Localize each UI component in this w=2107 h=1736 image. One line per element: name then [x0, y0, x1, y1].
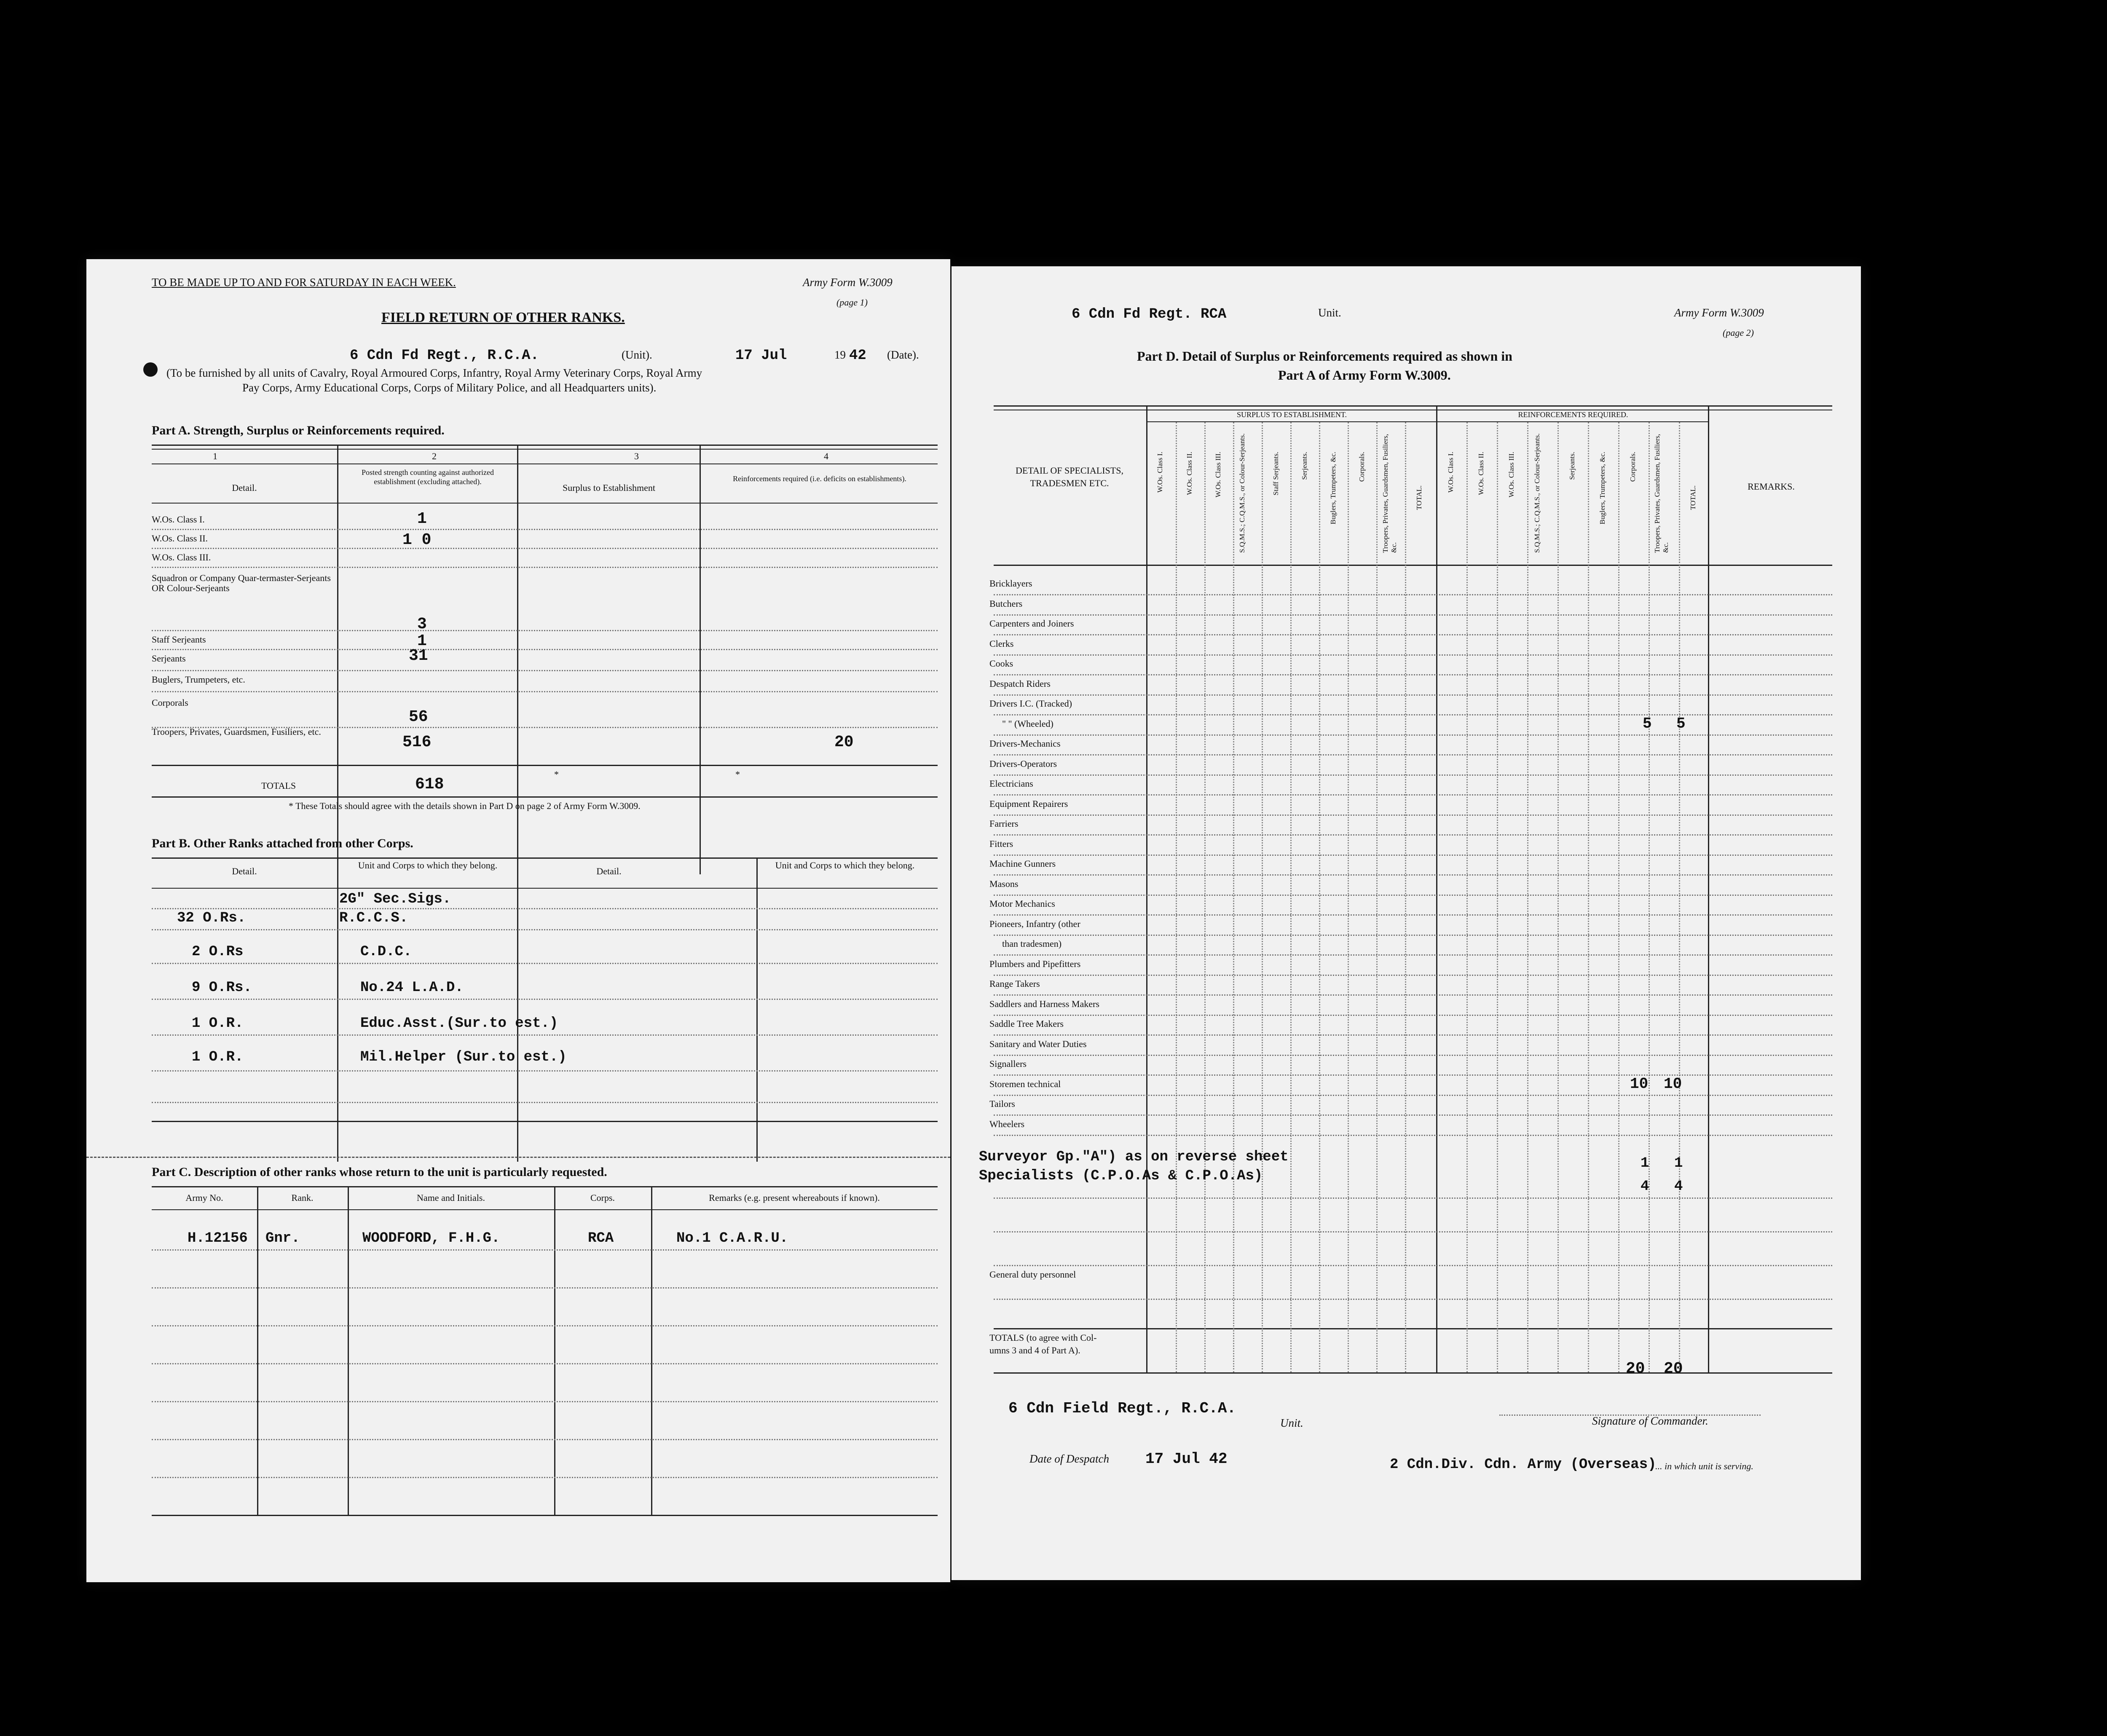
date-day: 17 Jul: [735, 348, 787, 364]
general-duty-label: General duty personnel: [989, 1269, 1076, 1280]
reinf-col-header: Troopers, Privates, Guardsmen, Fusiliers, &c.: [1653, 434, 1670, 553]
trade-label: Butchers: [989, 598, 1023, 609]
trade-label: Pioneers, Infantry (other: [989, 919, 1080, 929]
trade-label: " " (Wheeled): [1002, 718, 1054, 729]
surplus-col-header: TOTAL.: [1415, 485, 1423, 510]
trade-label: Machine Gunners: [989, 858, 1056, 869]
row-rule: [994, 874, 1832, 876]
part-b-header-unit-1: Unit and Corps to which they belong.: [358, 860, 498, 871]
form-page-2: [952, 266, 1861, 1580]
date-label: (Date).: [887, 348, 919, 361]
part-d-totals-total: 20: [1664, 1360, 1683, 1378]
trade-label: than tradesmen): [1002, 938, 1062, 949]
row-rule: [994, 834, 1832, 836]
row-rule: [994, 814, 1832, 816]
reinf-col-header: W.Os. Class III.: [1507, 452, 1515, 498]
trade-label: Drivers I.C. (Tracked): [989, 698, 1072, 709]
unit-value: 6 Cdn Fd Regt., R.C.A.: [350, 348, 539, 364]
part-a-header-posted: Posted strength counting against authorized establishment (excluding attached).: [362, 468, 494, 486]
part-a-title: Part A. Strength, Surplus or Reinforcements required.: [152, 423, 445, 437]
trade-total-value: 10: [1664, 1075, 1682, 1093]
trade-label: Masons: [989, 879, 1019, 889]
reinforcements-header: REINFORCEMENTS REQUIRED.: [1518, 410, 1628, 419]
row-rule: [994, 935, 1832, 936]
row-rule: [994, 754, 1832, 755]
row-rule: [994, 634, 1832, 635]
row-rule: [994, 694, 1832, 696]
part-a-colnum-1: 1: [213, 451, 217, 461]
trade-label: Cooks: [989, 658, 1013, 669]
surplus-col-header: W.Os. Class III.: [1214, 452, 1222, 498]
specialists-total-value: 4: [1674, 1179, 1683, 1195]
trade-label: Clerks: [989, 638, 1014, 649]
row-rule: [994, 1074, 1832, 1076]
trade-label: Saddle Tree Makers: [989, 1018, 1064, 1029]
form-title: FIELD RETURN OF OTHER RANKS.: [381, 310, 625, 325]
row-rule: [994, 594, 1832, 595]
row-rule: [994, 1055, 1832, 1056]
page-label: (page 1): [836, 297, 868, 308]
part-d-totals-label-1: TOTALS (to agree with Col-: [989, 1332, 1097, 1343]
form-page-1: TO BE MADE UP TO AND FOR SATURDAY IN EACH WEEK. Army Form W.3009 (page 1) FIELD RETURN OF OTHER RANKS. 6 Cdn Fd Regt., R.C.A. (Unit). 17 Jul 19 42 (Date). (To be furnished by all units of Cavalry, Royal Armoured Corps, Infantry, Royal Army Veterinary Corps, Royal Army Pay Corps, Army Educational Corps, Corps of Military Police, and all Headquarters units). Part A. Strength, Surplus or Reinforcements required. 1 2 3 4 Detail. Posted strength counting against authorized establishment (excluding attached). Surplus to Establishment Reinforcements required (i.e. deficits on establishments). W.Os. Class I. 1 W.Os. Class II. 1 0 W.Os. Class III. Squadron or Company Quar-termaster-Serjeants OR Colour-Serjeants 3 Staff Serjeants 1 Serjeants 31 Buglers, Trumpeters, etc. Corporals 56 Troopers, Privates, Guardsmen, Fusiliers, etc. 516 20 TOTALS 618 * * * These Totals should agree with the details shown in Part D on page 2 of Army Form W.3009. Part B. Other Ranks attached from other Corps. Detail. Unit and Corps to which they belong. Detail. Unit and Corps to which they belong. 2G" Sec.Sigs. 32 O.Rs. R.C.C.S. 2 O.Rs C.D.C. 9 O.Rs. No.24 L.A.D. 1 O.R. Educ.Asst.(Sur.to est.) 1 O.R. Mil.Helper (Sur.to est.) Part C. Description of other ranks whose return to the unit is particularly requested. Army No. Rank. Name and Initials. Corps. Remarks (e.g. present whereabouts if known). H.12156 Gnr. WOODFORD, F.H.G. RCA No.1 C.A.R.U.: [86, 259, 950, 1582]
part-a-totals-star-2: *: [735, 769, 740, 780]
trade-label: Signallers: [989, 1058, 1027, 1069]
row-rule: [994, 914, 1832, 916]
date-year: 42: [849, 348, 866, 364]
header-instruction: TO BE MADE UP TO AND FOR SATURDAY IN EACH WEEK.: [152, 276, 456, 289]
trade-label: Fitters: [989, 839, 1013, 849]
part-b-header-unit-2: Unit and Corps to which they belong.: [775, 860, 915, 871]
row-rule: [994, 1135, 1832, 1136]
specialists-ptr-value: 4: [1641, 1179, 1649, 1195]
surplus-col-header: Troopers, Privates, Guardsmen, Fusiliers, &c.: [1381, 434, 1398, 553]
part-b-header-detail-2: Detail.: [596, 866, 622, 876]
part-c-header-rank: Rank.: [291, 1192, 314, 1203]
part-a-footnote: * These Totals should agree with the details shown in Part D on page 2 of Army Form W.3009.: [289, 801, 641, 811]
row-rule: [994, 1114, 1832, 1116]
part-d-totals-ptr: 20: [1626, 1360, 1645, 1378]
typed-specialists-line: Specialists (C.P.O.As & C.P.O.As): [979, 1168, 1263, 1184]
date-century: 19: [834, 348, 846, 361]
trade-label: Drivers-Operators: [989, 758, 1057, 769]
reinf-col-header: Buglers, Trumpeters, &c.: [1598, 452, 1606, 525]
part-b-header-detail-1: Detail.: [232, 866, 257, 876]
part-d-totals-label-2: umns 3 and 4 of Part A).: [989, 1345, 1080, 1356]
trade-label: Wheelers: [989, 1119, 1025, 1129]
trade-label: Sanitary and Water Duties: [989, 1039, 1087, 1049]
row-rule: [994, 975, 1832, 976]
furnish-line-2: Pay Corps, Army Educational Corps, Corps of Military Police, and all Headquarters units).: [242, 381, 657, 394]
part-a-colnum-3: 3: [634, 451, 639, 461]
despatch-label: Date of Despatch: [1029, 1452, 1109, 1465]
signature-unit-label: Unit.: [1280, 1417, 1303, 1429]
part-a-header-surplus: Surplus to Establishment: [563, 482, 655, 493]
surplus-col-header: W.Os. Class I.: [1156, 452, 1164, 493]
trade-label: Saddlers and Harness Makers: [989, 999, 1099, 1009]
row-rule: [994, 994, 1832, 996]
furnish-line-1: (To be furnished by all units of Cavalry, Royal Armoured Corps, Infantry, Royal Army Veterinary Corps, Royal Army: [166, 367, 702, 379]
serving-label: ... in which unit is serving.: [1655, 1461, 1753, 1471]
trade-label: Carpenters and Joiners: [989, 618, 1074, 629]
part-a-colnum-4: 4: [824, 451, 828, 461]
part-a-totals-label: TOTALS: [261, 780, 296, 791]
row-rule: [994, 794, 1832, 796]
row-rule: [994, 734, 1832, 736]
part-c-header-remarks: Remarks (e.g. present whereabouts if known).: [709, 1192, 880, 1203]
row-rule: [994, 1034, 1832, 1036]
signature-unit-typed: 6 Cdn Field Regt., R.C.A.: [1008, 1400, 1236, 1417]
reinf-col-header: S.Q.M.S.; C.Q.M.S., or Colour-Serjeants.: [1533, 433, 1541, 553]
part-a-colnum-2: 2: [432, 451, 437, 461]
surplus-col-header: Serjeants.: [1300, 452, 1308, 480]
part-b-pre-unit: 2G" Sec.Sigs.: [339, 891, 451, 907]
trade-label: Tailors: [989, 1098, 1015, 1109]
part-c-header-corps: Corps.: [590, 1192, 615, 1203]
punch-hole: [143, 362, 158, 377]
army-form-label: Army Form W.3009: [803, 276, 893, 289]
p2-page-label: (page 2): [1723, 327, 1754, 338]
trade-label: Range Takers: [989, 978, 1040, 989]
part-d-title-2: Part A of Army Form W.3009.: [1278, 367, 1451, 383]
part-c-title: Part C. Description of other ranks whose return to the unit is particularly requested.: [152, 1165, 607, 1179]
surplus-col-header: Corporals.: [1358, 452, 1366, 482]
row-rule: [994, 855, 1832, 856]
trade-ptr-value: 5: [1643, 715, 1652, 732]
trade-label: Bricklayers: [989, 578, 1032, 589]
part-d-detail-header: DETAIL OF SPECIALISTS, TRADESMEN ETC.: [1016, 465, 1123, 488]
row-rule: [994, 774, 1832, 776]
surplus-col-header: W.Os. Class II.: [1185, 452, 1193, 495]
trade-label: Drivers-Mechanics: [989, 738, 1061, 749]
typed-surveyor-line: Surveyor Gp."A") as on reverse sheet: [979, 1149, 1289, 1165]
trade-label: Motor Mechanics: [989, 898, 1055, 909]
trade-label: Despatch Riders: [989, 678, 1051, 689]
trade-label: Storemen technical: [989, 1079, 1061, 1089]
reinf-col-header: TOTAL.: [1689, 485, 1697, 510]
reinf-col-header: W.Os. Class II.: [1477, 452, 1485, 495]
reinf-col-header: Serjeants.: [1568, 452, 1576, 480]
row-rule: [994, 1015, 1832, 1016]
signature-commander-label: Signature of Commander.: [1592, 1415, 1708, 1427]
part-d-remarks-header: REMARKS.: [1748, 481, 1795, 492]
row-rule: [994, 714, 1832, 715]
row-rule: [994, 954, 1832, 956]
trade-label: Plumbers and Pipefitters: [989, 959, 1081, 969]
p2-unit-value: 6 Cdn Fd Regt. RCA: [1072, 306, 1227, 322]
trade-label: Farriers: [989, 818, 1019, 829]
part-c-header-name: Name and Initials.: [417, 1192, 485, 1203]
row-rule: [994, 614, 1832, 616]
surplus-col-header: S.Q.M.S.; C.Q.M.S., or Colour-Serjeants.: [1238, 433, 1246, 553]
part-a-totals-star-1: *: [554, 769, 559, 780]
part-d-title-1: Part D. Detail of Surplus or Reinforcements required as shown in: [1137, 348, 1512, 364]
reinf-col-header: W.Os. Class I.: [1447, 452, 1455, 493]
row-rule: [994, 895, 1832, 896]
trade-ptr-value: 10: [1630, 1075, 1649, 1093]
part-a-header-detail: Detail.: [232, 482, 257, 493]
part-a-totals-posted: 618: [415, 775, 444, 793]
surplus-header: SURPLUS TO ESTABLISHMENT.: [1236, 410, 1347, 419]
despatch-value: 17 Jul 42: [1145, 1450, 1228, 1468]
reinf-col-header: Corporals.: [1629, 452, 1637, 482]
unit-label: (Unit).: [622, 348, 652, 361]
serving-typed: 2 Cdn.Div. Cdn. Army (Overseas): [1390, 1457, 1657, 1473]
row-rule: [994, 654, 1832, 656]
part-a-header-reinf: Reinforcements required (i.e. deficits on establishments).: [733, 474, 906, 483]
p2-unit-label: Unit.: [1318, 306, 1341, 319]
surplus-col-header: Staff Serjeants.: [1272, 452, 1280, 496]
surplus-col-header: Buglers, Trumpeters, &c.: [1329, 452, 1337, 525]
p2-army-form: Army Form W.3009: [1674, 306, 1764, 319]
trade-label: Equipment Repairers: [989, 798, 1068, 809]
part-b-title: Part B. Other Ranks attached from other Corps.: [152, 836, 413, 850]
surveyor-ptr-value: 1: [1641, 1155, 1649, 1171]
trade-label: Electricians: [989, 778, 1033, 789]
surveyor-total-value: 1: [1674, 1155, 1683, 1171]
trade-total-value: 5: [1676, 715, 1686, 732]
row-rule: [994, 1095, 1832, 1096]
row-rule: [994, 674, 1832, 675]
part-c-header-army-no: Army No.: [185, 1192, 223, 1203]
